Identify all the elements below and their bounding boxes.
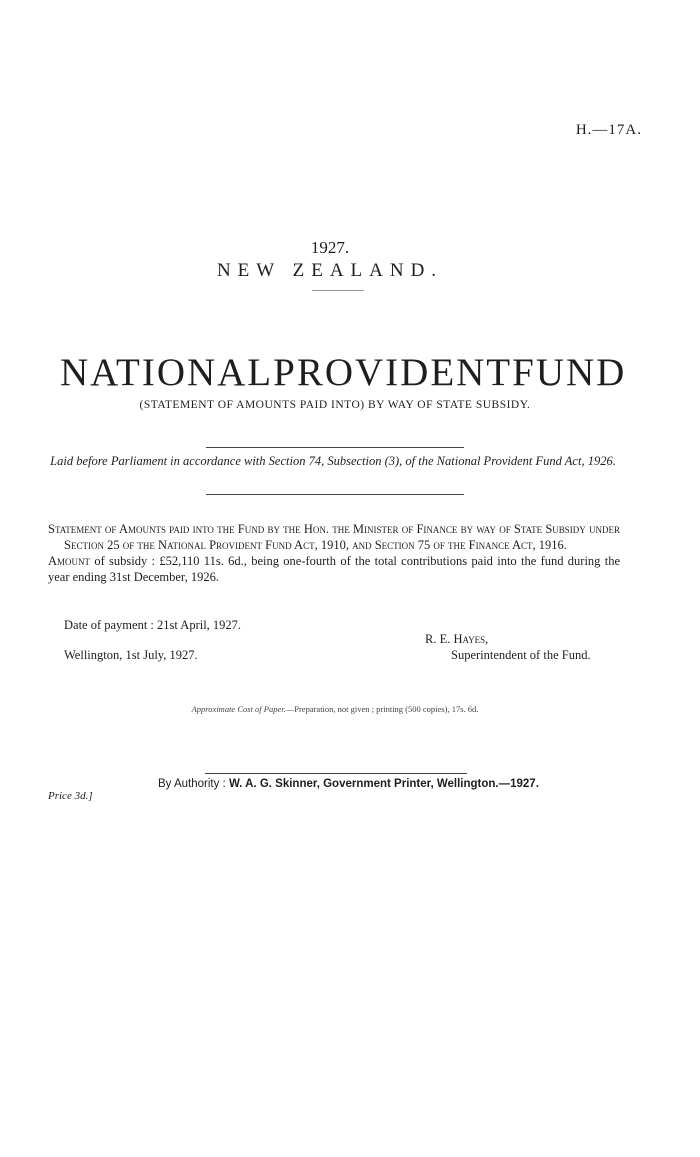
printer-authority xyxy=(158,778,539,790)
divider-bottom xyxy=(206,494,464,495)
title-word-1: NATIONAL xyxy=(60,351,274,394)
divider-footer xyxy=(205,773,467,774)
place-date: Wellington, 1st July, 1927. xyxy=(64,648,198,662)
document-title xyxy=(60,350,627,395)
country-heading: NEW ZEALAND. xyxy=(216,260,444,281)
price: Price 3d.] xyxy=(48,790,93,802)
signer-name: R. E. Hayes, xyxy=(425,632,489,646)
divider-short xyxy=(312,290,364,291)
cost-text: —Preparation, not given ; printing (500 copies), 17s. 6d. xyxy=(285,704,479,714)
amount-label: Amount xyxy=(48,554,91,568)
authority-text: W. A. G. Skinner, Government Printer, Wellington.—1927. xyxy=(225,778,539,790)
document-subtitle: (STATEMENT OF AMOUNTS PAID INTO) BY WAY OF STATE SUBSIDY. xyxy=(139,399,531,411)
title-word-2: PROVIDENT xyxy=(273,351,513,394)
signer-title: Superintendent of the Fund. xyxy=(451,648,591,662)
statement-amount xyxy=(48,553,620,585)
divider-top xyxy=(206,447,464,448)
authority-prefix: By Authority : xyxy=(158,778,226,790)
amount-text: of subsidy : £52,110 11s. 6d., being one-fourth of the total contributions paid into the fund during the year ending 31st December, 1926. xyxy=(48,554,620,584)
title-word-3: FUND xyxy=(512,351,627,394)
laid-before-parliament: Laid before Parliament in accordance with Section 74, Subsection (3), of the National Provident Fund Act, 1926. xyxy=(50,454,616,468)
payment-date: Date of payment : 21st April, 1927. xyxy=(64,618,242,632)
statement-block xyxy=(48,521,620,585)
publication-year: 1927. xyxy=(310,238,350,257)
statement-heading: Statement of Amounts paid into the Fund by the Hon. the Minister of Finance by way of State Subsidy under Section 25 of the National Provident Fund Act, 1910, and Section 75 of the Finance Act, 1916. xyxy=(48,522,620,552)
cost-label: Approximate Cost of Paper. xyxy=(191,704,286,714)
cost-of-paper xyxy=(0,704,670,714)
document-code: H.—17A. xyxy=(575,122,642,138)
